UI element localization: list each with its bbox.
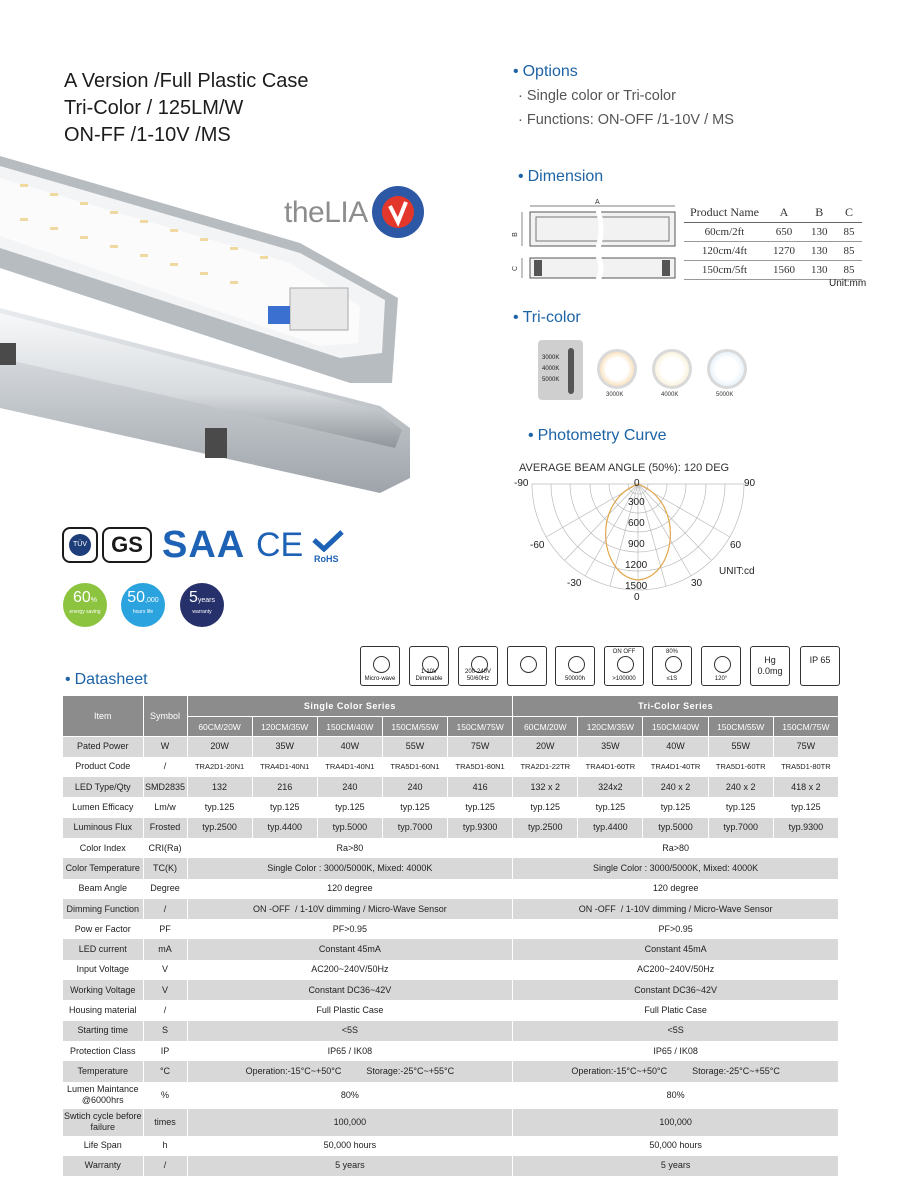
dimension-cell: 85 xyxy=(835,223,862,242)
datasheet-row xyxy=(63,757,839,777)
row-merged-cell: 100,000 xyxy=(513,1109,839,1136)
badge-main: 50 xyxy=(127,589,146,606)
row-cell: 216 xyxy=(252,777,317,797)
lifetime-icon xyxy=(555,646,595,686)
row-cell: 20W xyxy=(187,737,252,757)
row-cell: TRA2D1-20N1 xyxy=(187,757,252,777)
options-line-1: · Single color or Tri-color xyxy=(518,88,676,104)
dimension-cell: 1560 xyxy=(765,261,803,280)
dimension-row xyxy=(684,223,862,242)
row-merged-cell: AC200~240V/50Hz xyxy=(187,960,513,980)
row-merged-cell: IP65 / IK08 xyxy=(513,1041,839,1061)
row-symbol: Lm/w xyxy=(143,797,187,817)
icon-label: IP 65 xyxy=(809,655,831,665)
dimension-cell: 150cm/5ft xyxy=(684,261,765,280)
row-item: Temperature xyxy=(63,1061,143,1081)
brand-logo-text: theLIA xyxy=(284,196,368,229)
row-merged-cell: Constant DC36~42V xyxy=(187,980,513,1000)
row-symbol: V xyxy=(143,960,187,980)
ground-icon xyxy=(507,646,547,686)
row-cell: 40W xyxy=(317,737,382,757)
datasheet-heading: • Datasheet xyxy=(65,671,148,688)
row-merged-cell: AC200~240V/50Hz xyxy=(513,960,839,980)
angle-label-90: 90 xyxy=(744,478,756,489)
ip-icon xyxy=(800,646,840,686)
beam-icon xyxy=(701,646,741,686)
row-symbol: / xyxy=(143,899,187,919)
row-cell: 240 x 2 xyxy=(643,777,708,797)
dimension-drawing xyxy=(510,200,680,282)
tuv-logo: TÜV xyxy=(62,527,98,563)
row-cell: 132 xyxy=(187,777,252,797)
dimension-col-header: B xyxy=(803,203,836,223)
row-merged-cell: 5 years xyxy=(513,1156,839,1176)
row-item: LED Type/Qty xyxy=(63,777,143,797)
rohs-logo: RoHS xyxy=(314,554,339,564)
row-merged-cell: <5S xyxy=(187,1021,513,1041)
row-merged-cell: PF>0.95 xyxy=(187,919,513,939)
photometry-unit: UNIT:cd xyxy=(719,566,755,577)
row-cell: typ.5000 xyxy=(643,818,708,838)
row-symbol: IP xyxy=(143,1041,187,1061)
row-cell: typ.125 xyxy=(643,797,708,817)
row-symbol: Frosted xyxy=(143,818,187,838)
icon-label: Micro-wave xyxy=(364,676,396,682)
row-item: Working Voltage xyxy=(63,980,143,1000)
row-cell: typ.125 xyxy=(448,797,513,817)
row-item: Luminous Flux xyxy=(63,818,143,838)
row-item: Input Voltage xyxy=(63,960,143,980)
datasheet-table xyxy=(63,696,839,1176)
micro-wave-icon xyxy=(360,646,400,686)
row-cell: TRA5D1-60N1 xyxy=(382,757,447,777)
dimension-cell: 650 xyxy=(765,223,803,242)
angle-label-neg30: -30 xyxy=(567,578,582,589)
row-cell: TRA4D1-40N1 xyxy=(252,757,317,777)
dimension-label-c: C xyxy=(512,265,520,272)
beam-angle-text: AVERAGE BEAM ANGLE (50%): 120 DEG xyxy=(519,462,730,474)
row-cell: typ.5000 xyxy=(317,818,382,838)
dimension-unit: Unit:mm xyxy=(829,278,867,289)
header-model: 60CM/20W xyxy=(513,717,578,737)
badge-0 xyxy=(63,583,107,627)
dimension-col-header: A xyxy=(765,203,803,223)
datasheet-row xyxy=(63,899,839,919)
row-cell: typ.9300 xyxy=(448,818,513,838)
icon-label: 200-240V 50/60Hz xyxy=(464,669,492,682)
row-merged-cell: 80% xyxy=(513,1082,839,1109)
product-title-line-1: A Version /Full Plastic Case xyxy=(64,70,309,92)
row-symbol: °C xyxy=(143,1061,187,1081)
dimension-cell: 130 xyxy=(803,242,836,261)
row-cell: 240 x 2 xyxy=(708,777,773,797)
row-cell: 55W xyxy=(708,737,773,757)
header-symbol: Symbol xyxy=(143,696,187,737)
row-symbol: PF xyxy=(143,919,187,939)
datasheet-row xyxy=(63,1061,839,1081)
swatch-label: 5000K xyxy=(716,392,734,398)
badge-1 xyxy=(121,583,165,627)
row-merged-cell: ON -OFF / 1-10V dimming / Micro-Wave Sensor xyxy=(513,899,839,919)
ring-label-300: 300 xyxy=(628,497,645,508)
dimension-cell: 1270 xyxy=(765,242,803,261)
row-symbol: mA xyxy=(143,939,187,959)
row-merged-cell: Constant DC36~42V xyxy=(513,980,839,1000)
datasheet-row xyxy=(63,1000,839,1020)
row-item: Starting time xyxy=(63,1021,143,1041)
row-cell: 324x2 xyxy=(578,777,643,797)
row-cell: typ.125 xyxy=(578,797,643,817)
row-symbol: Degree xyxy=(143,879,187,899)
datasheet-row xyxy=(63,919,839,939)
datasheet-row xyxy=(63,858,839,878)
datasheet-row xyxy=(63,777,839,797)
icon-label: 50000h xyxy=(564,676,586,682)
datasheet-row xyxy=(63,960,839,980)
row-cell: typ.125 xyxy=(187,797,252,817)
row-cell: typ.125 xyxy=(252,797,317,817)
row-cell: typ.4400 xyxy=(578,818,643,838)
dimension-label-a: A xyxy=(595,199,600,206)
ce-logo: CE xyxy=(256,526,304,564)
row-cell: 418 x 2 xyxy=(773,777,838,797)
row-cell: 20W xyxy=(513,737,578,757)
datasheet-row xyxy=(63,818,839,838)
row-symbol: / xyxy=(143,1156,187,1176)
dimension-cell: 85 xyxy=(835,242,862,261)
row-cell: TRA4D1-40N1 xyxy=(317,757,382,777)
row-cell: typ.125 xyxy=(773,797,838,817)
row-item: Color Index xyxy=(63,838,143,858)
row-merged-cell: <5S xyxy=(513,1021,839,1041)
row-item: Lumen Efficacy xyxy=(63,797,143,817)
icon-label: ≤1S xyxy=(666,676,678,682)
row-cell: 416 xyxy=(448,777,513,797)
dimension-cell: 130 xyxy=(803,261,836,280)
row-cell: 75W xyxy=(448,737,513,757)
row-merged-cell: IP65 / IK08 xyxy=(187,1041,513,1061)
datasheet-row xyxy=(63,797,839,817)
saa-logo: SAA xyxy=(162,524,246,566)
switch-label-4000k: 4000K xyxy=(542,366,560,372)
dimension-col-header: Product Name xyxy=(684,203,765,223)
row-cell: typ.2500 xyxy=(187,818,252,838)
row-merged-cell: Full Plastic Case xyxy=(187,1000,513,1020)
datasheet-row xyxy=(63,939,839,959)
angle-label-0-bottom: 0 xyxy=(634,592,640,603)
header-model: 150CM/75W xyxy=(773,717,838,737)
dimension-col-header: C xyxy=(835,203,862,223)
swatch-label: 3000K xyxy=(606,392,624,398)
dimension-cell: 130 xyxy=(803,223,836,242)
icon-top-label: 80% xyxy=(665,649,678,655)
rohs-check-icon xyxy=(312,530,344,552)
angle-label-neg90: -90 xyxy=(514,478,529,489)
row-item: Dimming Function xyxy=(63,899,143,919)
row-cell: typ.7000 xyxy=(708,818,773,838)
angle-label-60: 60 xyxy=(730,540,742,551)
swatch-5000k xyxy=(707,349,747,389)
datasheet-row xyxy=(63,1156,839,1176)
ring-label-900: 900 xyxy=(628,539,645,550)
row-cell: 240 xyxy=(317,777,382,797)
icon-label: >100000 xyxy=(612,676,636,682)
badge-sub: warranty xyxy=(192,609,212,615)
photometry-heading: • Photometry Curve xyxy=(528,427,667,444)
row-symbol: V xyxy=(143,980,187,1000)
ring-label-600: 600 xyxy=(628,518,645,529)
tricolor-heading: • Tri-color xyxy=(513,309,581,326)
dimension-cell: 60cm/2ft xyxy=(684,223,765,242)
header-model: 150CM/75W xyxy=(448,717,513,737)
dimension-row xyxy=(684,261,862,280)
row-item: Protection Class xyxy=(63,1041,143,1061)
row-merged-cell: Single Color : 3000/5000K, Mixed: 4000K xyxy=(513,858,839,878)
row-symbol: times xyxy=(143,1109,187,1136)
row-cell: 35W xyxy=(252,737,317,757)
row-cell: 75W xyxy=(773,737,838,757)
row-cell: 240 xyxy=(382,777,447,797)
datasheet-row xyxy=(63,1082,839,1109)
row-merged-cell: Single Color : 3000/5000K, Mixed: 4000K xyxy=(187,858,513,878)
row-cell: typ.7000 xyxy=(382,818,447,838)
header-item: Item xyxy=(63,696,143,737)
datasheet-row xyxy=(63,838,839,858)
header-tri-series: Tri-Color Series xyxy=(513,696,839,717)
row-symbol: W xyxy=(143,737,187,757)
tricolor-switch xyxy=(538,340,583,400)
row-item: Pow er Factor xyxy=(63,919,143,939)
badge-2 xyxy=(180,583,224,627)
row-item: Swtich cycle before failure xyxy=(63,1109,143,1136)
badge-unit: ,000 xyxy=(145,597,159,604)
row-item: Product Code xyxy=(63,757,143,777)
badge-main: 5 xyxy=(188,589,198,606)
header-model: 150CM/55W xyxy=(382,717,447,737)
row-merged-cell: Full Platic Case xyxy=(513,1000,839,1020)
row-symbol: SMD2835 xyxy=(143,777,187,797)
swatch-3000k xyxy=(597,349,637,389)
row-item: Warranty xyxy=(63,1156,143,1176)
datasheet-row xyxy=(63,1136,839,1156)
badge-sub: hours life xyxy=(132,609,154,615)
dimension-row xyxy=(684,242,862,261)
row-merged-cell: 50,000 hours xyxy=(513,1136,839,1156)
switch-icon xyxy=(604,646,644,686)
row-merged-cell: Constant 45mA xyxy=(187,939,513,959)
row-item: Color Temperature xyxy=(63,858,143,878)
row-symbol: TC(K) xyxy=(143,858,187,878)
options-heading: • Options xyxy=(513,63,578,80)
switch-label-5000k: 5000K xyxy=(542,377,560,383)
row-item: LED current xyxy=(63,939,143,959)
row-cell: TRA4D1-60TR xyxy=(578,757,643,777)
datasheet-row xyxy=(63,879,839,899)
row-symbol: CRI(Ra) xyxy=(143,838,187,858)
icon-top-label: ON OFF xyxy=(612,649,636,655)
icon-label: Hg 0.0mg xyxy=(757,655,783,676)
ring-label-1200: 1200 xyxy=(625,560,648,571)
row-merged-cell: PF>0.95 xyxy=(513,919,839,939)
header-model: 150CM/40W xyxy=(643,717,708,737)
datasheet-row xyxy=(63,1109,839,1136)
icon-label: 1-10V Dimmable xyxy=(415,669,443,682)
swatch-label: 4000K xyxy=(661,392,679,398)
row-cell: 55W xyxy=(382,737,447,757)
row-cell: typ.9300 xyxy=(773,818,838,838)
icon-label: 120° xyxy=(714,676,728,682)
ring-label-1500: 1500 xyxy=(625,581,648,592)
header-model: 120CM/35W xyxy=(252,717,317,737)
header-model: 120CM/35W xyxy=(578,717,643,737)
product-title-line-3: ON-FF /1-10V /MS xyxy=(64,124,231,146)
row-cell: 35W xyxy=(578,737,643,757)
row-merged-cell: 5 years xyxy=(187,1156,513,1176)
swatch-4000k xyxy=(652,349,692,389)
options-line-2: · Functions: ON-OFF /1-10V / MS xyxy=(518,112,734,128)
row-symbol: / xyxy=(143,1000,187,1020)
row-merged-cell: ON -OFF / 1-10V dimming / Micro-Wave Sensor xyxy=(187,899,513,919)
row-item: Housing material xyxy=(63,1000,143,1020)
row-cell: typ.125 xyxy=(513,797,578,817)
badge-unit: % xyxy=(90,597,98,604)
start-icon xyxy=(652,646,692,686)
row-merged-cell: Operation:-15°C~+50°C Storage:-25°C~+55°C xyxy=(513,1061,839,1081)
row-cell: typ.2500 xyxy=(513,818,578,838)
row-symbol: % xyxy=(143,1082,187,1109)
row-item: Lumen Maintance @6000hrs xyxy=(63,1082,143,1109)
row-cell: TRA5D1-60TR xyxy=(708,757,773,777)
row-merged-cell: 50,000 hours xyxy=(187,1136,513,1156)
header-model: 60CM/20W xyxy=(187,717,252,737)
row-merged-cell: Ra>80 xyxy=(187,838,513,858)
row-cell: typ.125 xyxy=(317,797,382,817)
dimension-cell: 85 xyxy=(835,261,862,280)
datasheet-row xyxy=(63,1021,839,1041)
row-cell: TRA4D1-40TR xyxy=(643,757,708,777)
row-merged-cell: Constant 45mA xyxy=(513,939,839,959)
row-item: Beam Angle xyxy=(63,879,143,899)
row-merged-cell: 80% xyxy=(187,1082,513,1109)
row-symbol: / xyxy=(143,757,187,777)
row-cell: TRA2D1-22TR xyxy=(513,757,578,777)
angle-label-0-top: 0 xyxy=(634,478,640,489)
row-cell: TRA5D1-80TR xyxy=(773,757,838,777)
dimension-heading: • Dimension xyxy=(518,168,604,185)
voltage-icon xyxy=(458,646,498,686)
dimension-cell: 120cm/4ft xyxy=(684,242,765,261)
row-symbol: h xyxy=(143,1136,187,1156)
row-cell: typ.125 xyxy=(708,797,773,817)
dimension-label-b: B xyxy=(511,232,519,237)
badge-sub: energy saving xyxy=(69,609,101,615)
datasheet-row xyxy=(63,1041,839,1061)
row-symbol: S xyxy=(143,1021,187,1041)
row-merged-cell: 100,000 xyxy=(187,1109,513,1136)
row-merged-cell: Ra>80 xyxy=(513,838,839,858)
angle-label-30: 30 xyxy=(691,578,703,589)
row-cell: 132 x 2 xyxy=(513,777,578,797)
badge-main: 60 xyxy=(72,589,91,606)
header-model: 150CM/40W xyxy=(317,717,382,737)
row-item: Pated Power xyxy=(63,737,143,757)
row-merged-cell: Operation:-15°C~+50°C Storage:-25°C~+55°C xyxy=(187,1061,513,1081)
datasheet-row xyxy=(63,980,839,1000)
angle-label-neg60: -60 xyxy=(530,540,545,551)
mercury-icon xyxy=(750,646,790,686)
switch-label-3000k: 3000K xyxy=(542,355,560,361)
row-cell: typ.125 xyxy=(382,797,447,817)
row-merged-cell: 120 degree xyxy=(513,879,839,899)
product-title-line-2: Tri-Color / 125LM/W xyxy=(64,97,244,119)
row-merged-cell: 120 degree xyxy=(187,879,513,899)
row-cell: 40W xyxy=(643,737,708,757)
gs-logo: GS xyxy=(102,527,152,563)
row-cell: TRA5D1-80N1 xyxy=(448,757,513,777)
dimension-table xyxy=(684,203,862,280)
datasheet-row xyxy=(63,737,839,757)
brand-seal-icon xyxy=(370,184,426,240)
header-model: 150CM/55W xyxy=(708,717,773,737)
row-item: Life Span xyxy=(63,1136,143,1156)
badge-unit: years xyxy=(197,597,216,604)
dimmable-icon xyxy=(409,646,449,686)
row-cell: typ.4400 xyxy=(252,818,317,838)
header-single-series: Single Color Series xyxy=(187,696,513,717)
